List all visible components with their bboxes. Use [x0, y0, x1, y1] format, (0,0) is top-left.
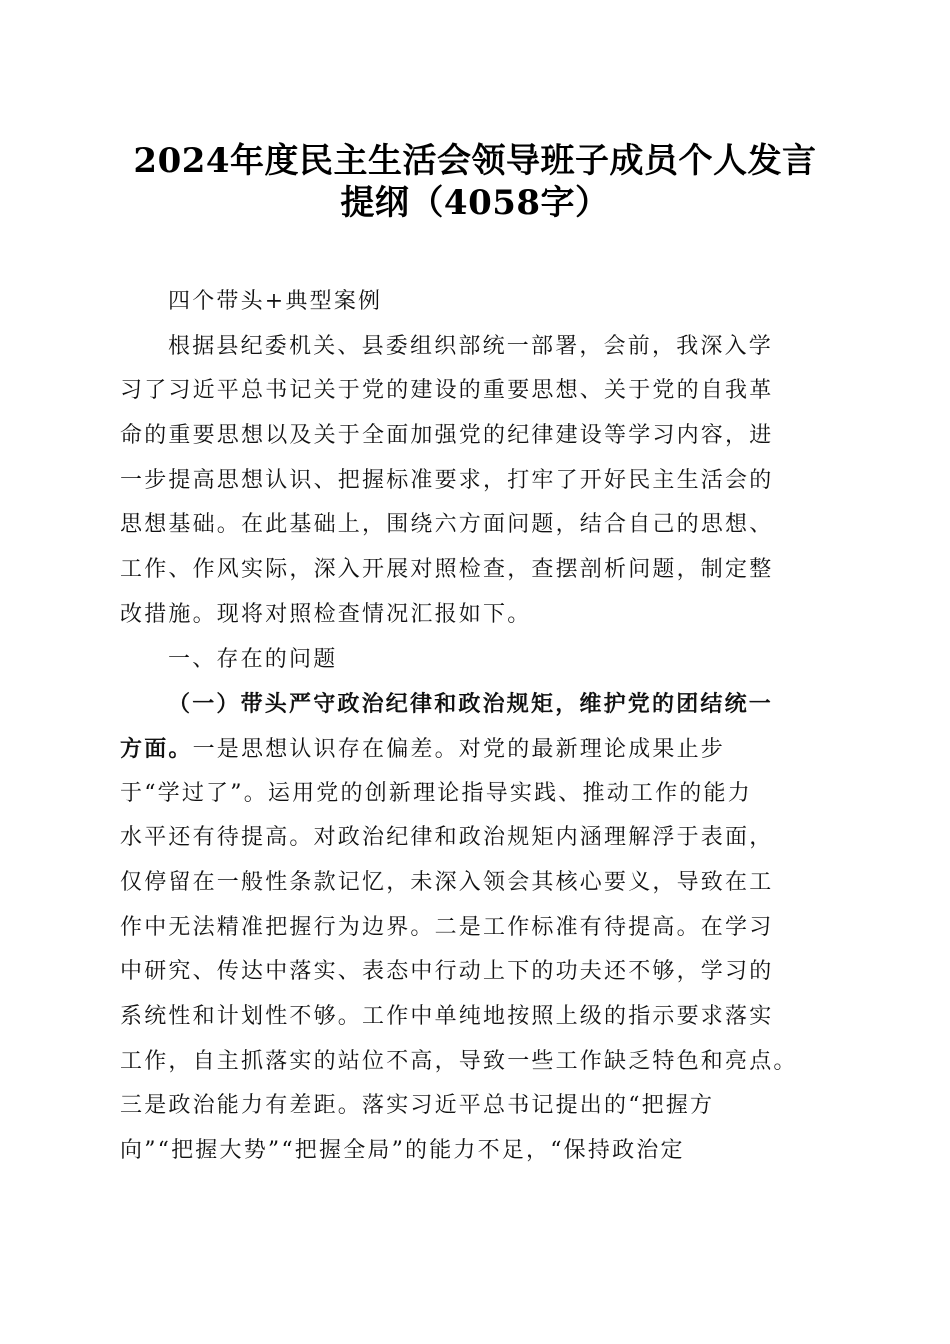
line-text: 系统性和计划性不够。工作中单纯地按照上级的指示要求落实	[120, 1004, 774, 1029]
text-line	[120, 548, 825, 593]
line-text: 水平还有待提高。对政治纪律和政治规矩内涵理解浮于表面，	[120, 825, 774, 851]
line-text: 于“学过了”。运用党的创新理论指导实践、推动工作的能力	[120, 780, 752, 806]
text-line	[120, 861, 825, 906]
line-text: 工作，自主抓落实的站位不高，导致一些工作缺乏特色和亮点。	[120, 1048, 798, 1074]
title-line-2: 提纲（4058字）	[340, 183, 610, 223]
text-line	[120, 325, 825, 370]
text-line	[120, 1084, 825, 1129]
line-text: 向”“把握大势”“把握全局”的能力不足，“保持政治定	[120, 1138, 685, 1164]
bold-heading-text: （一）带头严守政治纪律和政治规矩，维护党的团结统一	[168, 691, 774, 718]
line-text: 思想基础。在此基础上，围绕六方面问题，结合自己的思想、	[120, 512, 774, 538]
text-line	[120, 638, 825, 683]
text-line	[120, 369, 825, 414]
text-line	[120, 682, 825, 727]
line-text: 作中无法精准把握行为边界。二是工作标准有待提高。在学习	[120, 914, 774, 940]
text-line	[120, 816, 825, 861]
text-line	[120, 280, 825, 325]
text-line	[120, 459, 825, 504]
line-text: 三是政治能力有差距。落实习近平总书记提出的“把握方	[120, 1093, 715, 1119]
line-text: 工作、作风实际，深入开展对照检查，查摆剖析问题，制定整	[120, 557, 774, 583]
bold-heading-text: 方面。	[120, 735, 193, 762]
text-line	[120, 950, 825, 995]
text-line	[120, 593, 825, 638]
line-text: 根据县纪委机关、县委组织部统一部署，会前，我深入学	[168, 333, 774, 359]
line-text: 中研究、传达中落实、表态中行动上下的功夫还不够，学习的	[120, 959, 774, 985]
text-line	[120, 1040, 825, 1085]
text-line	[120, 906, 825, 951]
text-line	[120, 414, 825, 459]
line-text: 改措施。现将对照检查情况汇报如下。	[120, 601, 532, 627]
title-line-1: 2024年度民主生活会领导班子成员个人发言	[133, 141, 817, 181]
line-text: 一步提高思想认识、把握标准要求，打牢了开好民主生活会的	[120, 467, 774, 493]
line-text: 仅停留在一般性条款记忆，未深入领会其核心要义，导致在工	[120, 869, 774, 895]
line-text: 命的重要思想以及关于全面加强党的纪律建设等学习内容，进	[120, 423, 774, 449]
document-title	[60, 140, 890, 224]
text-line	[120, 503, 825, 548]
text-line	[120, 727, 825, 772]
document-body	[120, 280, 825, 1174]
text-line	[120, 772, 825, 817]
text-line	[120, 995, 825, 1040]
line-text: 习了习近平总书记关于党的建设的重要思想、关于党的自我革	[120, 378, 774, 404]
line-text: 一、存在的问题	[168, 646, 338, 672]
text-line	[120, 1129, 825, 1174]
line-text: 四个带头+典型案例	[168, 289, 383, 314]
line-text: 一是思想认识存在偏差。对党的最新理论成果止步	[192, 736, 726, 762]
